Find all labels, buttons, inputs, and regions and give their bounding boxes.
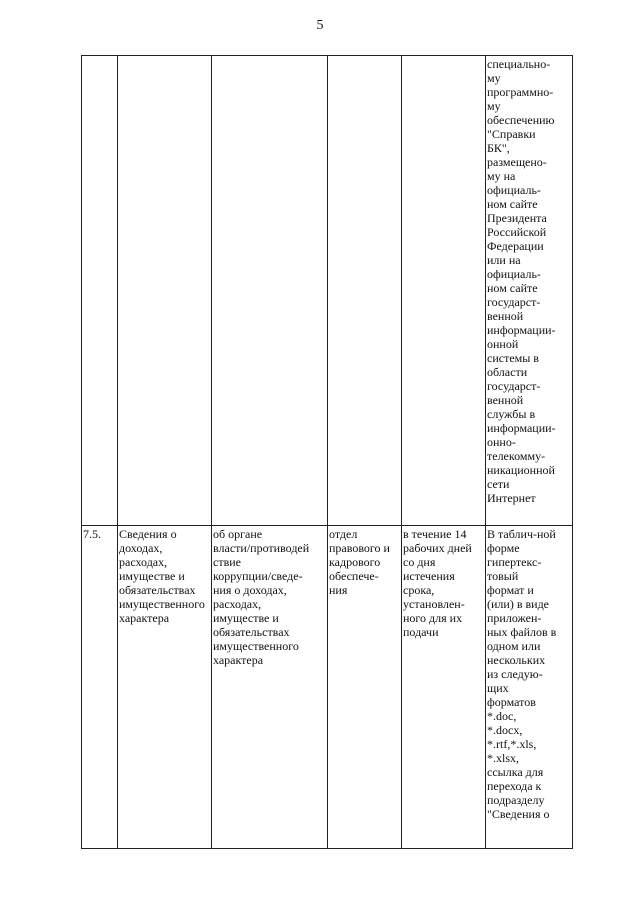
cell-number <box>82 56 118 526</box>
text-line: кадрового <box>329 555 381 569</box>
text-line: власти/противодей <box>213 541 310 555</box>
cell-responsible <box>328 526 402 849</box>
text-line: официаль- <box>487 183 541 197</box>
cell-responsible <box>328 56 402 526</box>
page-number: 5 <box>316 18 324 33</box>
text-line: онной <box>487 337 519 351</box>
text-line: обязательствах <box>213 625 290 639</box>
text-line: Федерации <box>487 239 544 253</box>
text-line: из следую- <box>487 667 543 681</box>
text-line: доходах, <box>119 541 163 555</box>
cell-info-type <box>118 56 212 526</box>
text-line: установлен- <box>403 597 465 611</box>
text-line: подразделу <box>487 793 545 807</box>
text-line: отдел <box>329 527 358 541</box>
text-line: ных файлов в <box>487 625 557 639</box>
text-line: правового и <box>329 541 390 555</box>
cell-deadline <box>402 526 486 849</box>
text-line: товый <box>487 569 519 583</box>
text-line: *.doc, <box>487 709 517 723</box>
text-line: размещено- <box>487 155 547 169</box>
text-line: информации- <box>487 421 556 435</box>
text-line: гипертекс- <box>487 555 542 569</box>
text-line: ния о доходах, <box>213 583 287 597</box>
text-line: системы в <box>487 351 539 365</box>
text-line: коррупции/сведе- <box>213 569 303 583</box>
text-line: му <box>487 71 501 85</box>
text-line: имуществе и <box>213 611 279 625</box>
text-line: *.xlsx, <box>487 751 520 765</box>
text-line: характера <box>119 611 170 625</box>
text-line: *.docx, <box>487 723 523 737</box>
text-line: области <box>487 365 528 379</box>
text-line: расходах, <box>213 597 262 611</box>
text-line: в течение 14 <box>403 527 467 541</box>
text-line: ссылка для <box>487 765 544 779</box>
text-line: расходах, <box>119 555 168 569</box>
text-line: Президента <box>487 211 547 225</box>
text-line: срока, <box>403 583 435 597</box>
text-line: обязательствах <box>119 583 196 597</box>
cell-info-type <box>118 526 212 849</box>
text-line: специально- <box>487 57 551 71</box>
text-line: одном или <box>487 639 541 653</box>
text-line: форматов <box>487 695 536 709</box>
text-line: рабочих дней <box>403 541 472 555</box>
row-number: 7.5. <box>83 527 101 541</box>
text-line: (или) в виде <box>487 597 550 611</box>
text-line: или на <box>487 253 521 267</box>
text-line: *.rtf,*.xls, <box>487 737 537 751</box>
text-line: ния <box>329 583 348 597</box>
text-line: Сведения о <box>119 527 177 541</box>
table-row-7-5 <box>82 526 573 849</box>
text-line: Интернет <box>487 491 536 505</box>
text-line: "Справки <box>487 127 536 141</box>
cell-format <box>486 526 573 849</box>
cell-number <box>82 526 118 849</box>
text-line: имущественного <box>213 639 299 653</box>
text-line: ного для их <box>403 611 463 625</box>
text-line: телекомму- <box>487 449 546 463</box>
text-line: венной <box>487 309 524 323</box>
text-line: му на <box>487 169 516 183</box>
text-line: официаль- <box>487 267 541 281</box>
cell-format <box>486 56 573 526</box>
text-line: со дня <box>403 555 436 569</box>
text-line: приложен- <box>487 611 542 625</box>
text-line: никационной <box>487 463 555 477</box>
text-line: перехода к <box>487 779 542 793</box>
text-line: программно- <box>487 85 554 99</box>
document-table <box>81 55 573 849</box>
cell-section <box>212 56 328 526</box>
table-row-continuation <box>82 56 573 526</box>
text-line: нескольких <box>487 653 546 667</box>
text-line: В таблич-ной <box>487 527 556 541</box>
text-line: сети <box>487 477 510 491</box>
text-line: ном сайте <box>487 281 538 295</box>
text-line: ном сайте <box>487 197 538 211</box>
text-line: формат и <box>487 583 534 597</box>
cell-deadline <box>402 56 486 526</box>
text-line: ствие <box>213 555 241 569</box>
cell-section <box>212 526 328 849</box>
text-line: характера <box>213 653 264 667</box>
text-line: форме <box>487 541 520 555</box>
text-line: му <box>487 99 501 113</box>
text-line: об органе <box>213 527 263 541</box>
text-line: обеспечению <box>487 113 555 127</box>
text-line: БК", <box>487 141 510 155</box>
text-line: имущественного <box>119 597 205 611</box>
text-line: подачи <box>403 625 439 639</box>
text-line: истечения <box>403 569 455 583</box>
text-line: Российской <box>487 225 547 239</box>
text-line: службы в <box>487 407 536 421</box>
text-line: государст- <box>487 295 541 309</box>
text-line: щих <box>487 681 509 695</box>
text-line: онно- <box>487 435 516 449</box>
text-line: венной <box>487 393 524 407</box>
text-line: имуществе и <box>119 569 185 583</box>
text-line: государст- <box>487 379 541 393</box>
text-line: обеспече- <box>329 569 379 583</box>
text-line: "Сведения о <box>487 807 550 821</box>
text-line: информации- <box>487 323 556 337</box>
